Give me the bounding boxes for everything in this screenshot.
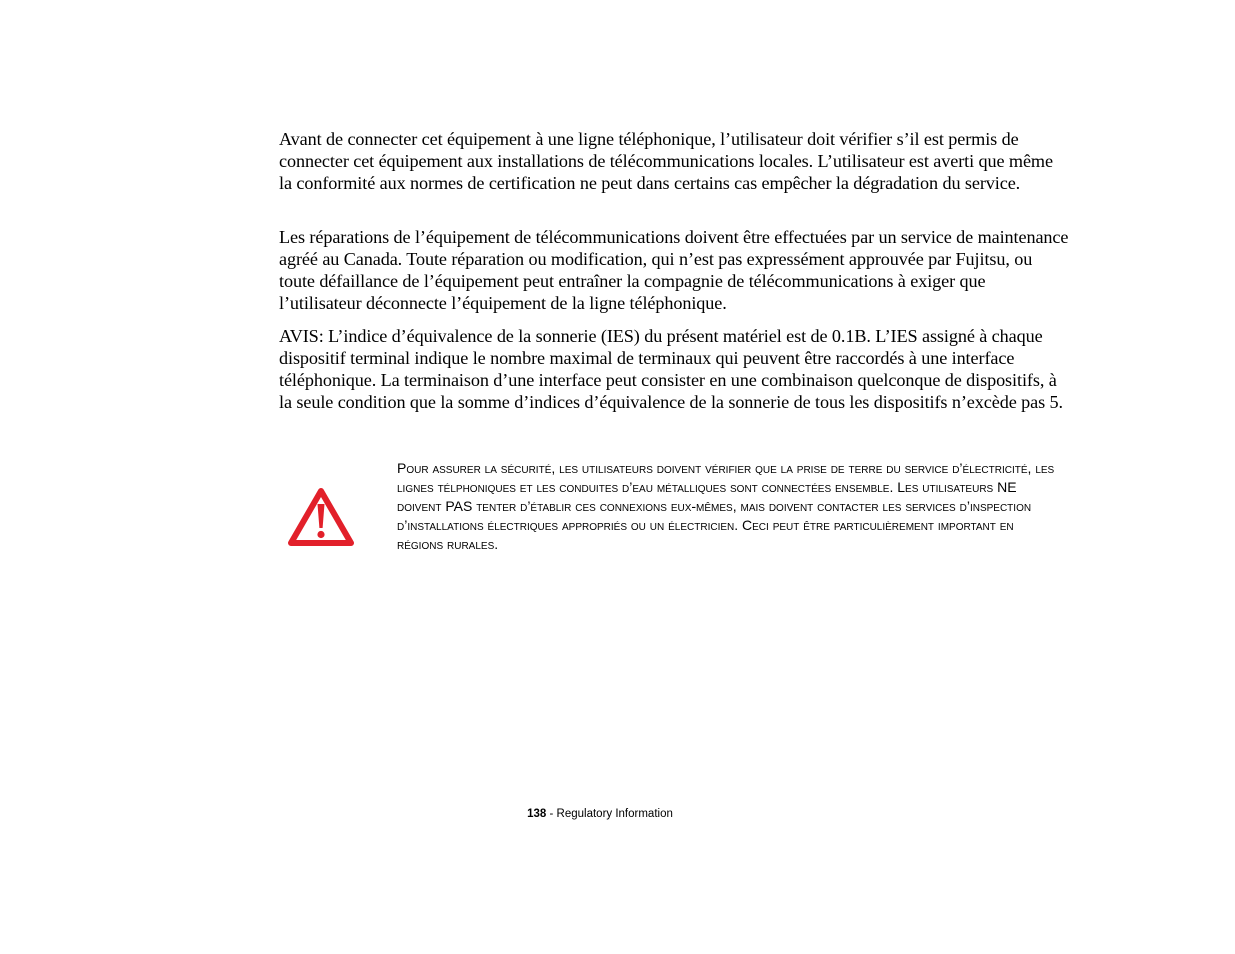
safety-warning-text: Pour assurer la sécurité, les utilisateurs doivent vérifier que la prise de terre du service d’électricité, les lignes télphoniques et les conduites d’eau métalliques sont connectées ensemble. Les utilisateurs NE doivent PAS tenter d’établir ces connexions eux-mêmes, mais doivent contacter les services d’inspection d’installations électriques appropriés ou un électricien. Ceci peut être particulièrement important en régions rurales. xyxy=(397,460,1055,552)
paragraph-connection-notice: Avant de connecter cet équipement à une ligne téléphonique, l’utilisateur doit vérifier s’il est permis de connecter cet équipement aux installations de télécommunications locales. L’utilisateur est averti que même la conformité aux normes de certification ne peut dans certains cas empêcher la dégradation du service. xyxy=(279,129,1053,193)
page-number: 138 xyxy=(527,808,547,820)
warning-triangle-icon xyxy=(287,486,355,548)
paragraph-ringer-equivalence: AVIS: L’indice d’équivalence de la sonnerie (IES) du présent matériel est de 0.1B. L’IES assigné à chaque dispositif terminal indique le nombre maximal de terminaux qui peuvent être raccordés à une interface téléphonique. La terminaison d’une interface peut consister en une combinaison quelconque de dispositifs, à la seule condition que la somme d’indices d’équivalence de la sonnerie de tous les dispositifs n’excède pas 5. xyxy=(279,326,1063,412)
footer-section-title: Regulatory Information xyxy=(556,808,673,820)
footer-separator: - xyxy=(546,808,557,820)
page-footer xyxy=(0,806,1200,822)
paragraph-repairs-notice: Les réparations de l’équipement de télécommunications doivent être effectuées par un service de maintenance agréé au Canada. Toute réparation ou modification, qui n’est pas expressément approuvée par Fujitsu, ou toute défaillance de l’équipement peut entraîner la compagnie de télécommunications à exiger que l’utilisateur déconnecte l’équipement de la ligne téléphonique. xyxy=(279,227,1069,313)
